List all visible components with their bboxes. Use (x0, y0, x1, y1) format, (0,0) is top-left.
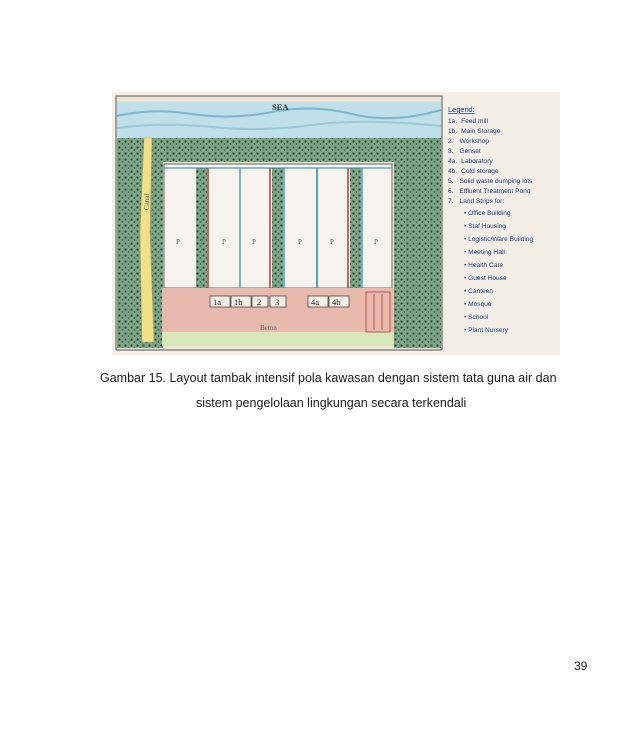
legend-item: 4a. Laboratory (448, 158, 493, 165)
figure-caption-line-2: sistem pengelolaan lingkungan secara terkendali (196, 396, 467, 410)
page-number: 39 (574, 659, 588, 673)
land-strip-2 (272, 168, 283, 288)
building-1b (231, 296, 251, 307)
layout-figure (112, 92, 560, 355)
land-strip-3 (350, 168, 361, 288)
service-zone (162, 288, 394, 332)
svg-text:4b: 4b (332, 297, 341, 307)
legend-subitem: • Meeting Hall (464, 249, 505, 256)
legend-subitem: • Logistic/Ware Building (464, 236, 534, 243)
building-2 (252, 296, 268, 307)
legend-item: 4b. Cold storage (448, 168, 499, 175)
legend-item: 3. Genset (448, 148, 481, 155)
legend-subitem: • Plant Nursery (464, 327, 509, 334)
pond-label: P (374, 238, 378, 246)
building-4a (308, 296, 328, 307)
svg-text:1b: 1b (234, 297, 243, 307)
svg-text:4a: 4a (311, 297, 320, 307)
legend (448, 105, 533, 334)
strip-label: 7 (353, 238, 357, 246)
pond-label: P (252, 238, 256, 246)
mangrove-belt-right (394, 152, 441, 348)
land-strip-1 (196, 168, 207, 288)
legend-item: 2. Workshop (448, 138, 490, 145)
figure-caption-line-1: Gambar 15. Layout tambak intensif pola kawasan dengan sistem tata guna air dan (100, 371, 557, 385)
road-label: Beton (260, 324, 277, 332)
canal-label: Canal (143, 193, 151, 210)
strip-label: 7 (200, 238, 204, 246)
building-3 (270, 296, 286, 307)
legend-subitem: • Mosque (464, 301, 492, 308)
mangrove-belt-top (117, 138, 441, 162)
svg-text:2: 2 (257, 297, 262, 307)
legend-subitem: • Staf Housing (464, 223, 506, 230)
sea-label: SEA (272, 102, 289, 112)
mangrove-belt-left (117, 152, 163, 348)
legend-subitem: • Health Care (464, 262, 504, 269)
legend-subitem: • Office Building (464, 210, 511, 217)
legend-subitem: • School (464, 314, 489, 321)
pond-label: P (298, 238, 302, 246)
legend-subitem: • Canteen (464, 288, 494, 295)
svg-text:3: 3 (275, 297, 280, 307)
legend-item: 1b. Main Storage (448, 128, 501, 135)
pond-label: P (176, 238, 180, 246)
building-4b (329, 296, 349, 307)
strip-label: 7 (275, 238, 279, 246)
legend-subitem: • Guest House (464, 275, 507, 282)
legend-item: 1a. Feed mill (448, 118, 488, 125)
legend-title: Legend: (448, 105, 475, 114)
legend-item: 5. Solid waste dumping lots (448, 178, 533, 185)
svg-text:1a: 1a (213, 297, 222, 307)
building-1a (210, 296, 230, 307)
pond-label: P (222, 238, 226, 246)
legend-item: 7. Land Strips for: (448, 198, 505, 205)
legend-item: 6. Effluent Treatment Pond (448, 188, 531, 195)
pond-label: P (330, 238, 334, 246)
